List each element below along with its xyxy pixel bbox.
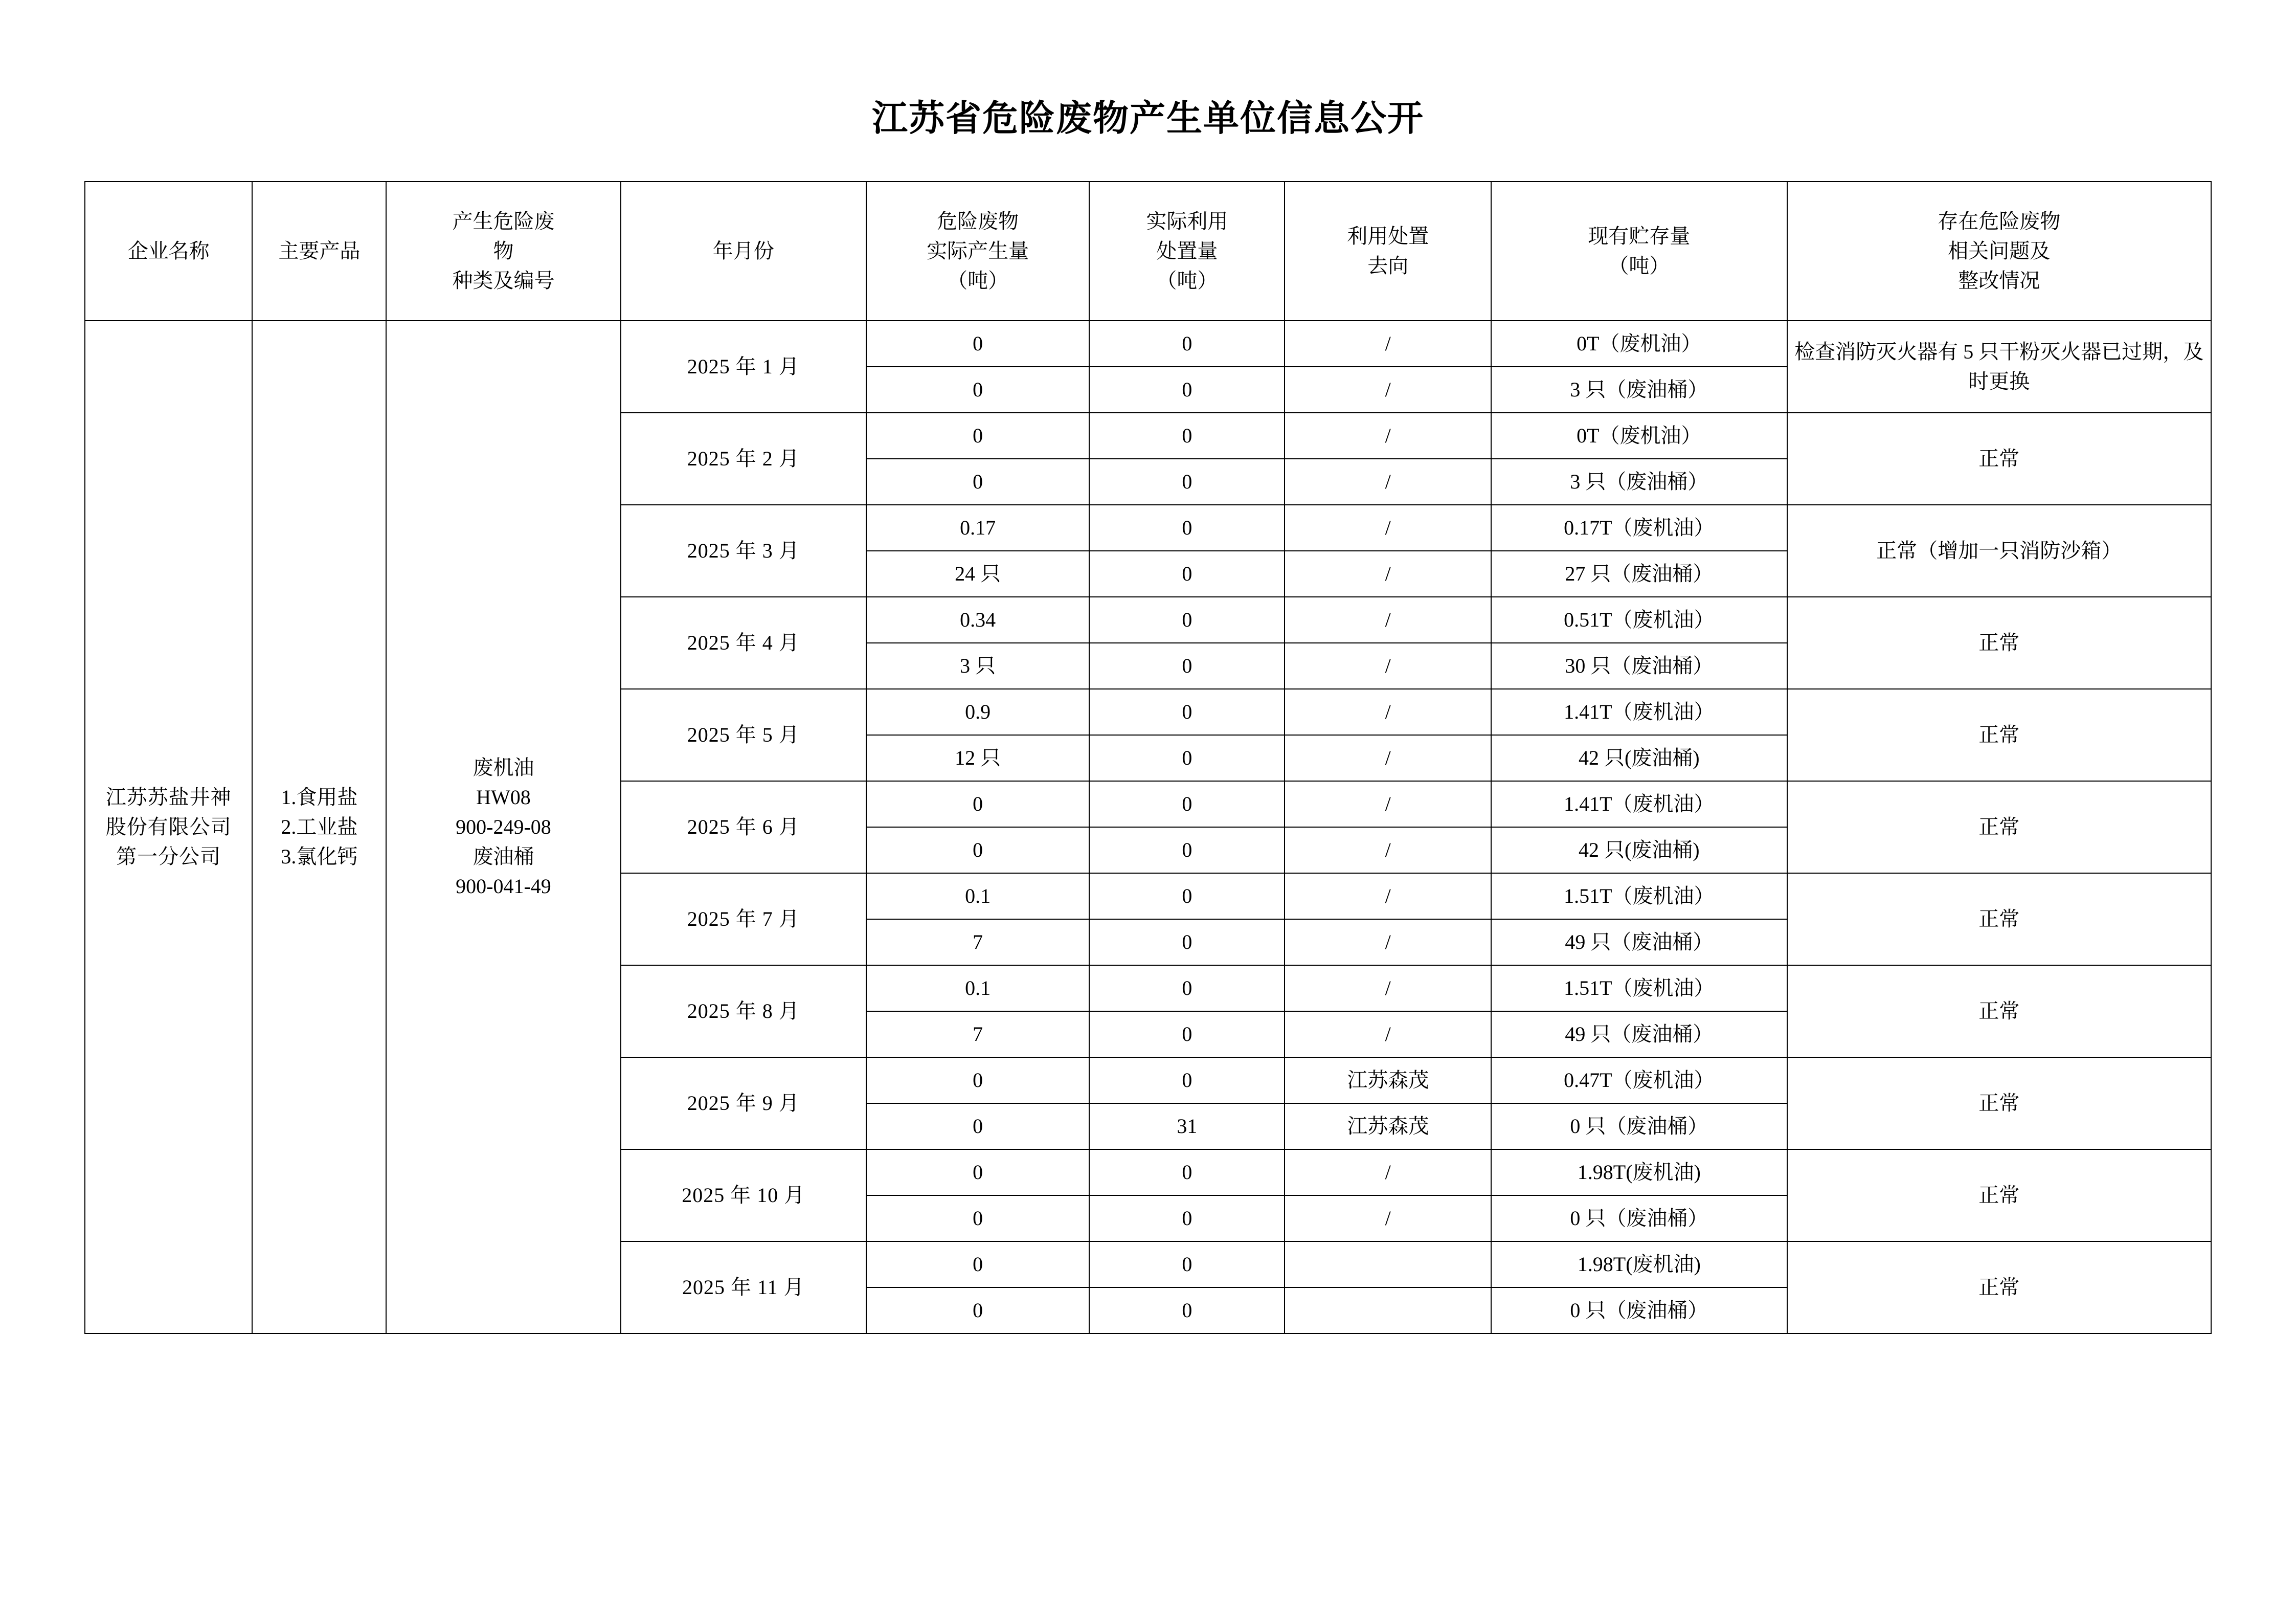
- product-line-3: 3.氯化钙: [281, 845, 358, 868]
- disposed-amount: 0: [1089, 827, 1285, 873]
- header-generated: [866, 182, 1090, 321]
- destination: [1285, 1287, 1491, 1333]
- disposed-amount: 0: [1089, 367, 1285, 413]
- header-stored-line-1: 现有贮存量: [1588, 225, 1691, 248]
- stored-amount: 49 只（废油桶）: [1491, 919, 1787, 965]
- issues-note: 正常: [1787, 1149, 2211, 1241]
- generated-amount: 0.34: [866, 597, 1090, 643]
- generated-amount: 0: [866, 1149, 1090, 1195]
- header-generated-line-1: 危险废物: [937, 210, 1019, 233]
- generated-amount: 0: [866, 459, 1090, 505]
- issues-note: 正常: [1787, 781, 2211, 873]
- destination: /: [1285, 1149, 1491, 1195]
- stored-amount: 42 只(废油桶): [1491, 735, 1787, 781]
- generated-amount: 0.9: [866, 689, 1090, 735]
- stored-amount: 0T（废机油）: [1491, 321, 1787, 367]
- stored-amount: 49 只（废油桶）: [1491, 1011, 1787, 1057]
- hazardous-waste-table: [84, 181, 2212, 1334]
- destination: [1285, 1241, 1491, 1287]
- header-waste-type-line-2: 物: [493, 239, 514, 262]
- month-cell: 2025 年 1 月: [621, 321, 866, 413]
- disposed-amount: 0: [1089, 1011, 1285, 1057]
- stored-amount: 1.98T(废机油): [1491, 1149, 1787, 1195]
- disposed-amount: 0: [1089, 413, 1285, 459]
- header-disposed-line-2: 处置量: [1156, 239, 1218, 262]
- destination: /: [1285, 1011, 1491, 1057]
- stored-amount: 1.51T（废机油）: [1491, 965, 1787, 1011]
- header-disposed: [1089, 182, 1285, 321]
- destination: /: [1285, 689, 1491, 735]
- issues-note: 正常: [1787, 413, 2211, 505]
- stored-amount: 0 只（废油桶）: [1491, 1195, 1787, 1241]
- company-name-line-3: 第一分公司: [116, 845, 221, 868]
- product-line-2: 2.工业盐: [281, 815, 358, 838]
- waste-line-2: HW08: [476, 786, 531, 809]
- destination: /: [1285, 321, 1491, 367]
- header-generated-line-3: （吨）: [947, 269, 1009, 292]
- waste-line-4: 废油桶: [472, 845, 534, 868]
- issues-note: 正常: [1787, 689, 2211, 781]
- header-generated-line-2: 实际产生量: [927, 239, 1029, 262]
- disposed-amount: 0: [1089, 689, 1285, 735]
- header-issues-line-1: 存在危险废物: [1938, 210, 2061, 233]
- header-issues-line-2: 相关问题及: [1948, 239, 2051, 262]
- table-header-row: [85, 182, 2211, 321]
- disposed-amount: 31: [1089, 1103, 1285, 1149]
- table-row: [85, 321, 2211, 367]
- company-name-line-2: 股份有限公司: [105, 815, 232, 838]
- stored-amount: 0 只（废油桶）: [1491, 1103, 1787, 1149]
- header-disposed-line-3: （吨）: [1156, 269, 1218, 292]
- destination: /: [1285, 827, 1491, 873]
- header-waste-type-line-1: 产生危险废: [452, 210, 555, 233]
- stored-amount: 30 只（废油桶）: [1491, 643, 1787, 689]
- destination: /: [1285, 873, 1491, 919]
- header-destination-line-1: 利用处置: [1347, 225, 1429, 248]
- month-cell: 2025 年 5 月: [621, 689, 866, 781]
- disposed-amount: 0: [1089, 1287, 1285, 1333]
- destination: /: [1285, 919, 1491, 965]
- header-issues-line-3: 整改情况: [1958, 269, 2040, 292]
- destination: /: [1285, 413, 1491, 459]
- issues-note: 正常: [1787, 1241, 2211, 1333]
- disposed-amount: 0: [1089, 459, 1285, 505]
- disposed-amount: 0: [1089, 597, 1285, 643]
- company-name-cell: [85, 321, 252, 1333]
- destination: /: [1285, 1195, 1491, 1241]
- generated-amount: 0.17: [866, 505, 1090, 551]
- stored-amount: 0.51T（废机油）: [1491, 597, 1787, 643]
- generated-amount: 0.1: [866, 873, 1090, 919]
- header-disposed-line-1: 实际利用: [1146, 210, 1228, 233]
- disposed-amount: 0: [1089, 643, 1285, 689]
- waste-type-cell: [386, 321, 620, 1333]
- disposed-amount: 0: [1089, 781, 1285, 827]
- stored-amount: 42 只(废油桶): [1491, 827, 1787, 873]
- disposed-amount: 0: [1089, 1241, 1285, 1287]
- generated-amount: 0: [866, 1057, 1090, 1103]
- destination: 江苏森茂: [1285, 1057, 1491, 1103]
- month-cell: 2025 年 9 月: [621, 1057, 866, 1149]
- disposed-amount: 0: [1089, 1195, 1285, 1241]
- issues-note: 正常: [1787, 1057, 2211, 1149]
- generated-amount: 0: [866, 321, 1090, 367]
- destination: 江苏森茂: [1285, 1103, 1491, 1149]
- generated-amount: 0: [866, 413, 1090, 459]
- generated-amount: 24 只: [866, 551, 1090, 597]
- stored-amount: 1.51T（废机油）: [1491, 873, 1787, 919]
- destination: /: [1285, 367, 1491, 413]
- product-line-1: 1.食用盐: [281, 786, 358, 809]
- header-destination-line-2: 去向: [1367, 254, 1409, 277]
- generated-amount: 0.1: [866, 965, 1090, 1011]
- company-name-line-1: 江苏苏盐井神: [105, 786, 232, 809]
- generated-amount: 3 只: [866, 643, 1090, 689]
- header-destination: [1285, 182, 1491, 321]
- disposed-amount: 0: [1089, 735, 1285, 781]
- disposed-amount: 0: [1089, 1149, 1285, 1195]
- stored-amount: 3 只（废油桶）: [1491, 459, 1787, 505]
- header-product: 主要产品: [252, 182, 386, 321]
- month-cell: 2025 年 8 月: [621, 965, 866, 1057]
- header-issues: [1787, 182, 2211, 321]
- destination: /: [1285, 551, 1491, 597]
- generated-amount: 0: [866, 1287, 1090, 1333]
- header-month: 年月份: [621, 182, 866, 321]
- month-cell: 2025 年 2 月: [621, 413, 866, 505]
- stored-amount: 3 只（废油桶）: [1491, 367, 1787, 413]
- stored-amount: 0 只（废油桶）: [1491, 1287, 1787, 1333]
- header-stored-line-2: （吨）: [1608, 254, 1670, 277]
- generated-amount: 0: [866, 1103, 1090, 1149]
- destination: /: [1285, 459, 1491, 505]
- header-waste-type-line-3: 种类及编号: [452, 269, 555, 292]
- disposed-amount: 0: [1089, 873, 1285, 919]
- disposed-amount: 0: [1089, 551, 1285, 597]
- table-header: [85, 182, 2211, 321]
- issues-note: 正常: [1787, 597, 2211, 689]
- month-cell: 2025 年 10 月: [621, 1149, 866, 1241]
- stored-amount: 1.98T(废机油): [1491, 1241, 1787, 1287]
- issues-note: 正常: [1787, 965, 2211, 1057]
- disposed-amount: 0: [1089, 965, 1285, 1011]
- issues-note: 正常（增加一只消防沙箱）: [1787, 505, 2211, 597]
- generated-amount: 0: [866, 1195, 1090, 1241]
- generated-amount: 0: [866, 1241, 1090, 1287]
- generated-amount: 0: [866, 781, 1090, 827]
- destination: /: [1285, 735, 1491, 781]
- header-waste-type: [386, 182, 620, 321]
- main-products-cell: [252, 321, 386, 1333]
- disposed-amount: 0: [1089, 321, 1285, 367]
- stored-amount: 1.41T（废机油）: [1491, 689, 1787, 735]
- destination: /: [1285, 965, 1491, 1011]
- waste-line-1: 废机油: [472, 756, 534, 779]
- hazardous-waste-table-wrapper: [84, 181, 2212, 1334]
- generated-amount: 7: [866, 1011, 1090, 1057]
- disposed-amount: 0: [1089, 505, 1285, 551]
- issues-note: 检查消防灭火器有 5 只干粉灭火器已过期，及时更换: [1787, 321, 2211, 413]
- month-cell: 2025 年 3 月: [621, 505, 866, 597]
- month-cell: 2025 年 4 月: [621, 597, 866, 689]
- stored-amount: 27 只（废油桶）: [1491, 551, 1787, 597]
- generated-amount: 7: [866, 919, 1090, 965]
- stored-amount: 0T（废机油）: [1491, 413, 1787, 459]
- month-cell: 2025 年 7 月: [621, 873, 866, 965]
- destination: /: [1285, 597, 1491, 643]
- month-cell: 2025 年 6 月: [621, 781, 866, 873]
- stored-amount: 1.41T（废机油）: [1491, 781, 1787, 827]
- disposed-amount: 0: [1089, 1057, 1285, 1103]
- stored-amount: 0.17T（废机油）: [1491, 505, 1787, 551]
- waste-line-3: 900-249-08: [456, 815, 551, 838]
- disposed-amount: 0: [1089, 919, 1285, 965]
- generated-amount: 12 只: [866, 735, 1090, 781]
- month-cell: 2025 年 11 月: [621, 1241, 866, 1333]
- stored-amount: 0.47T（废机油）: [1491, 1057, 1787, 1103]
- destination: /: [1285, 781, 1491, 827]
- header-stored: [1491, 182, 1787, 321]
- generated-amount: 0: [866, 827, 1090, 873]
- table-body: [85, 321, 2211, 1333]
- waste-line-5: 900-041-49: [456, 875, 551, 898]
- issues-note: 正常: [1787, 873, 2211, 965]
- destination: /: [1285, 643, 1491, 689]
- header-company: 企业名称: [85, 182, 252, 321]
- generated-amount: 0: [866, 367, 1090, 413]
- page-title: 江苏省危险废物产生单位信息公开: [872, 98, 1424, 138]
- destination: /: [1285, 505, 1491, 551]
